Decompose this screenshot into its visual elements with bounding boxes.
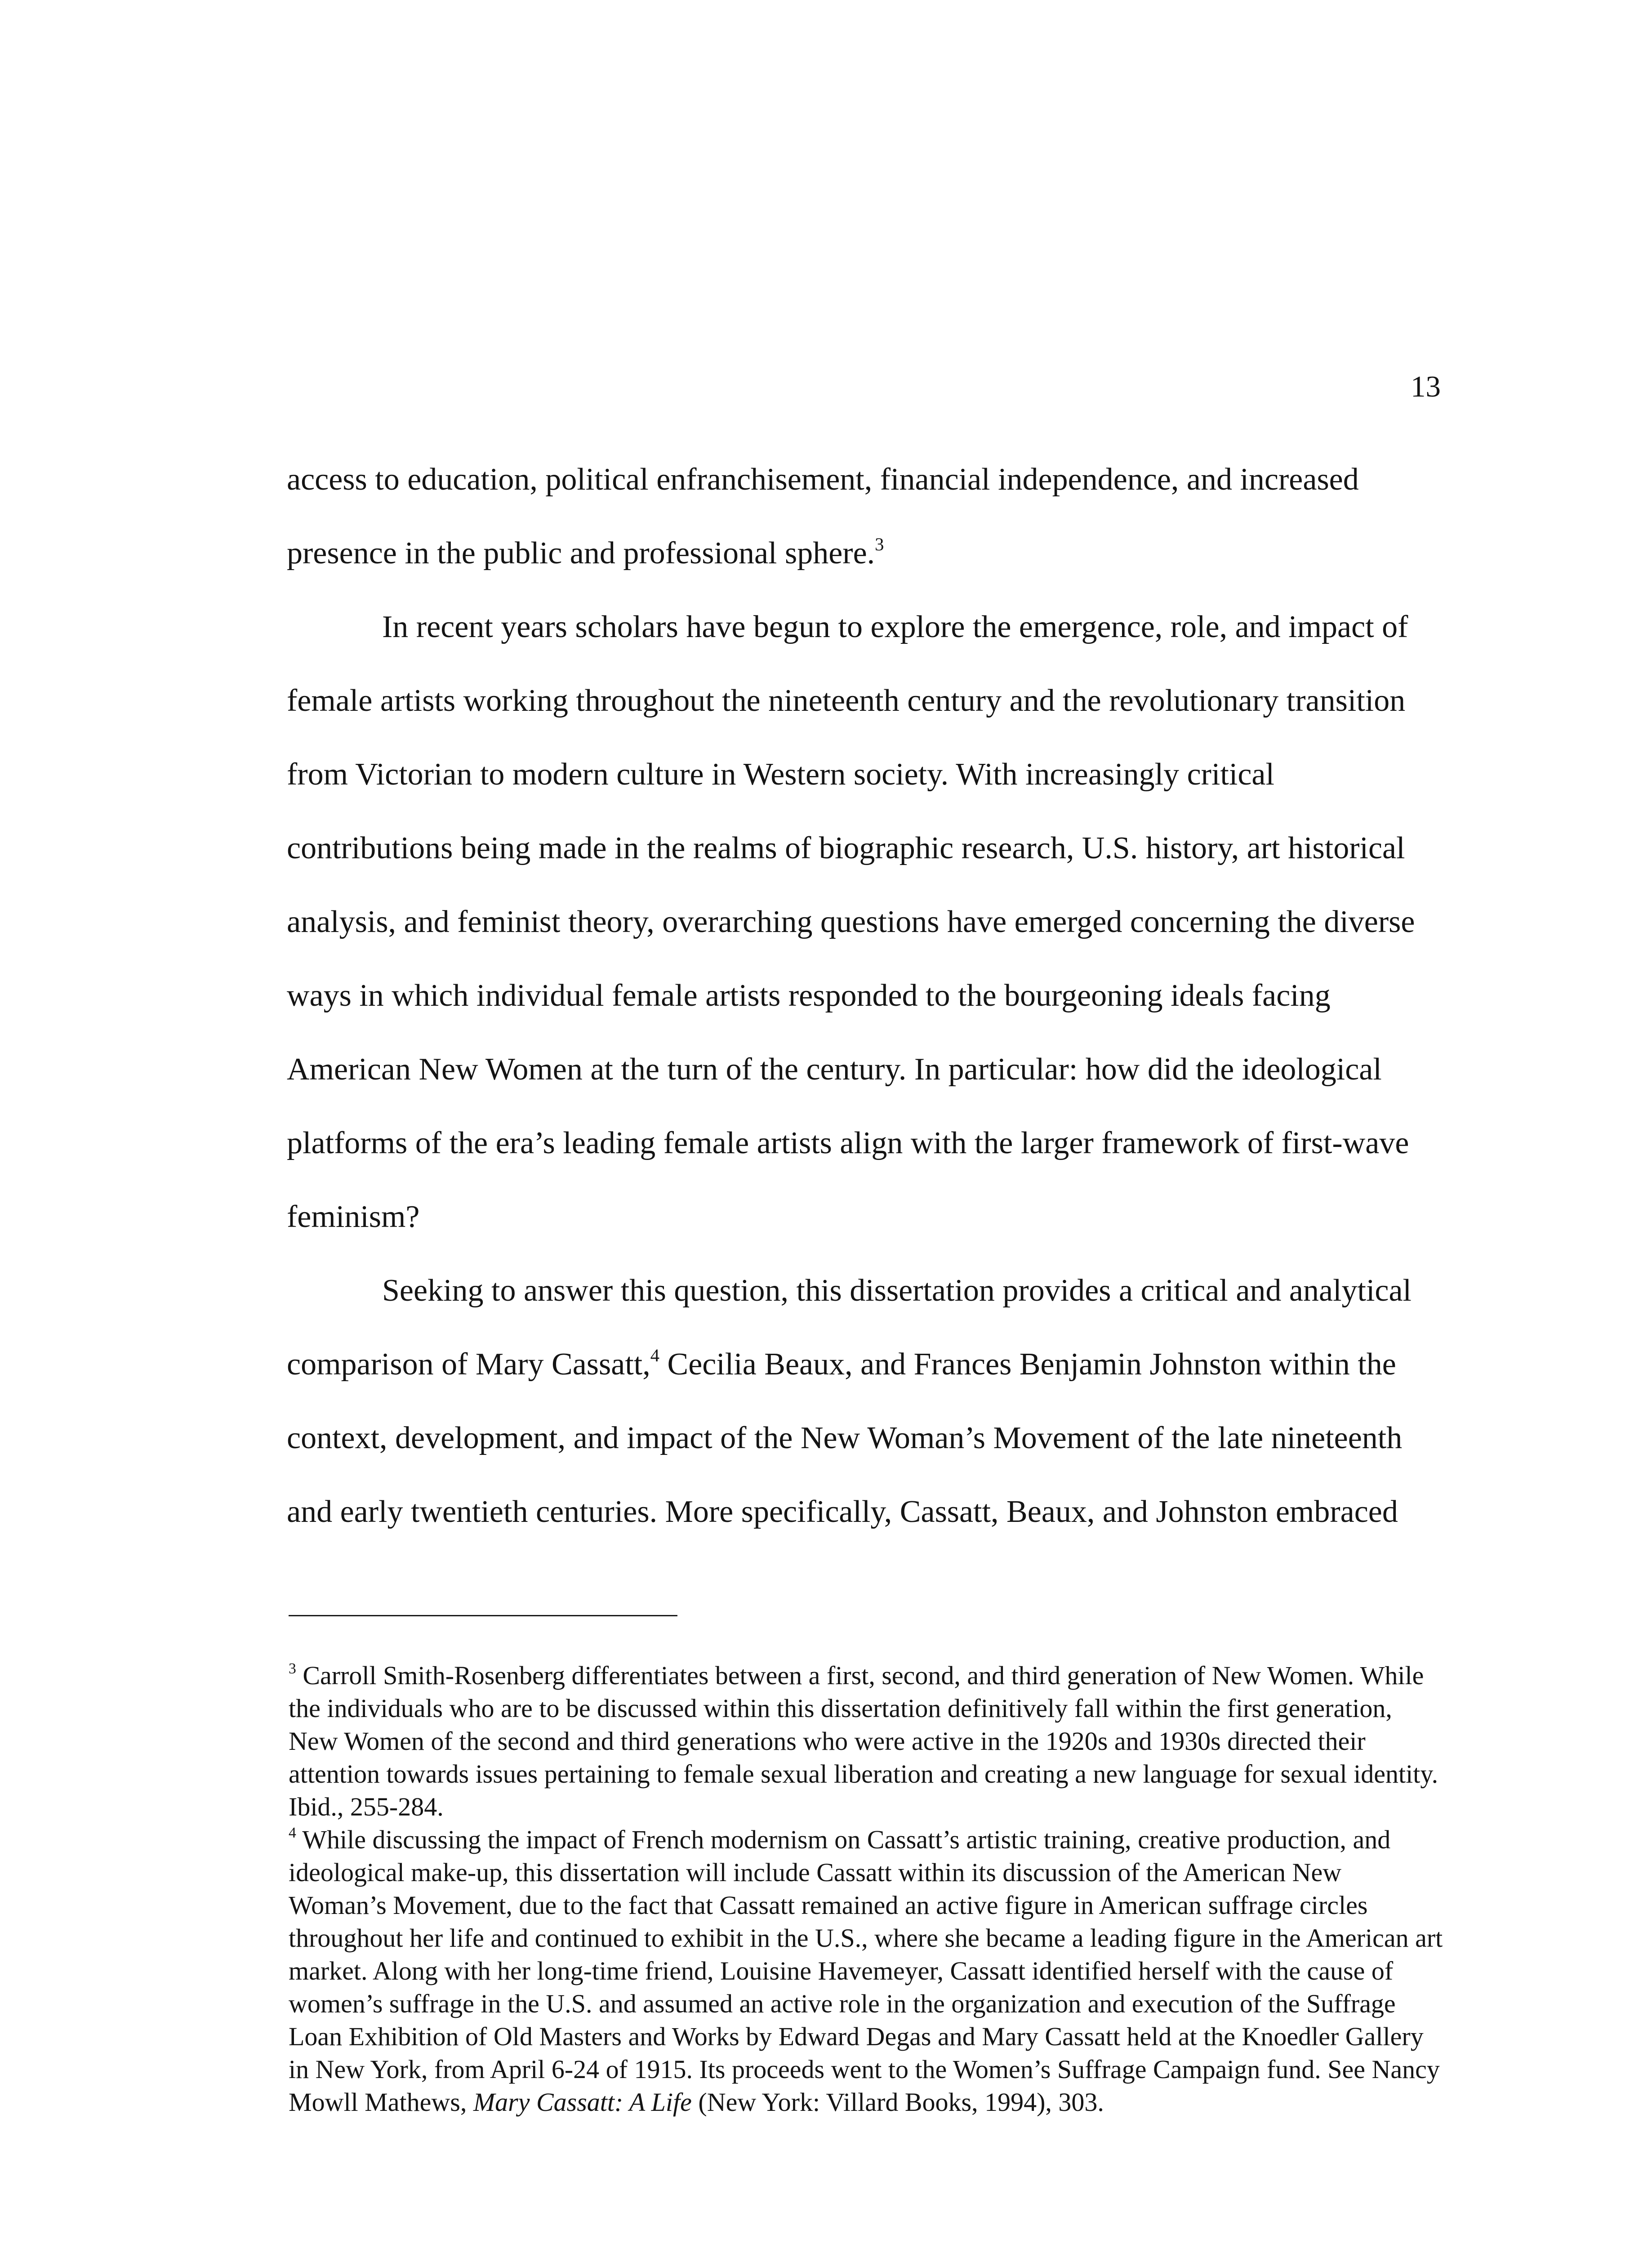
footnote-text: While discussing the impact of French modernism on Cassatt’s artistic training, creative production, and ideological make-up, this dissertation will include Cassatt within its discussion of the American New Woman’s Movement, due to the fact that Cassatt remained an active figure in American suffrage circles throughout her life and continued to exhibit in the U.S., where she became a leading figure in the American art market. Along with her long-time friend, Louisine Havemeyer, Cassatt identified herself with the cause of women’s suffrage in the U.S. and assumed an active role in the organization and execution of the Suffrage Loan Exhibition of Old Masters and Works by Edward Degas and Mary Cassatt held at the Knoedler Gallery in New York, from April 6-24 of 1915. Its proceeds went to the Women’s Suffrage Campaign fund. See Nancy Mowll Mathews, — [289, 1825, 1443, 2117]
paragraph-dissertation-scope — [287, 1254, 1441, 1549]
citation-title: Mary Cassatt: A Life — [473, 2087, 692, 2117]
footnote-text: Carroll Smith-Rosenberg differentiates between a first, second, and third generation of New Women. While the individuals who are to be discussed within this dissertation definitively fall within the first generation, New Women of the second and third generations who were active in the 1920s and 1930s directed their attention towards issues pertaining to female sexual liberation and creating a new language for sexual identity. Ibid., 255-284. — [289, 1661, 1438, 1821]
paragraph-scholarship — [287, 590, 1441, 1254]
footnote-text: (New York: Villard Books, 1994), 303. — [691, 2087, 1104, 2117]
paragraph-text: In recent years scholars have begun to explore the emergence, role, and impact of female artists working throughout the nineteenth century and the revolutionary transition from Victorian to modern culture in Western society. With increasingly critical contributions being made in the realms of biographic research, U.S. history, art historical analysis, and feminist theory, overarching questions have emerged concerning the diverse ways in which individual female artists responded to the bourgeoning ideals facing American New Women at the turn of the century. In particular: how did the ideological platforms of the era’s leading female artists align with the larger framework of first-wave feminism? — [287, 610, 1415, 1234]
body-text — [287, 443, 1441, 1549]
footnote-marker: 3 — [289, 1660, 296, 1677]
paragraph-text: access to education, political enfranchisement, financial independence, and increased presence in the public and professional sphere. — [287, 462, 1359, 571]
paragraph-text: Cecilia Beaux, and Frances Benjamin Johnston within the context, development, and impact of the New Woman’s Movement of the late nineteenth and early twentieth centuries. More specifically, Cassatt, Beaux, and Johnston embraced — [287, 1347, 1403, 1529]
footnote-reference-4[interactable]: 4 — [650, 1345, 660, 1365]
footnotes — [289, 1659, 1444, 2119]
paragraph-text: Seeking to answer this question, this dissertation provides a critical and analytical comparison of Mary Cassatt, — [287, 1273, 1412, 1382]
footnote-3 — [289, 1659, 1444, 1823]
footnote-4 — [289, 1823, 1444, 2119]
page-number: 13 — [1411, 370, 1441, 403]
footnote-separator — [289, 1615, 677, 1616]
paragraph-continued — [287, 443, 1441, 590]
footnote-marker: 4 — [289, 1824, 296, 1841]
footnote-reference-3[interactable]: 3 — [875, 534, 884, 554]
